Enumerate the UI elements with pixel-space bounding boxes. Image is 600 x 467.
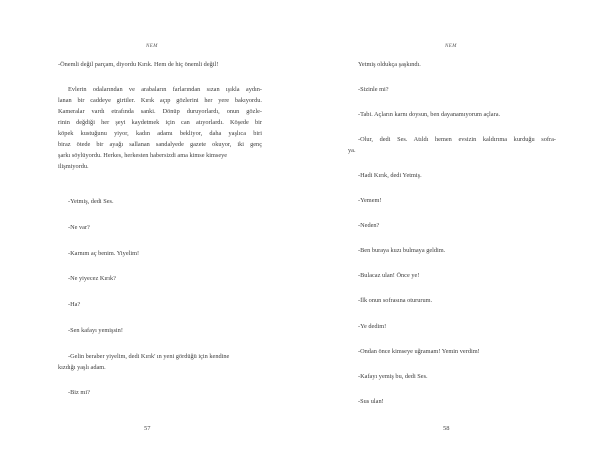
text-line: -Kafayı yemiş bu, dedi Ses. [358, 373, 428, 380]
text-line: Kameralar vardı etrafında sanki. Dönüp duruyorlardı, onun gözle- [58, 108, 262, 115]
text-line: -Bulacaz ulan! Önce ye! [358, 272, 420, 279]
text-line: -Gelin beraber yiyelim, dedi Kırık' ın yeni gördüğü için kendine [68, 353, 230, 360]
text-line: -Sen kafayı yemişsin! [68, 327, 123, 334]
text-line: ya. [348, 147, 356, 154]
text-line: Yetmiş oldukça şaşkındı. [358, 61, 421, 68]
text-line: -İlk onun sofrasına otururum. [358, 297, 433, 304]
right-page [300, 0, 600, 467]
text-line: rinin değdiği her şeyi kaydetmek için can atıyorlardı. Köşede bir [58, 119, 262, 126]
text-line: -Neden? [358, 222, 380, 229]
running-header: NEM [146, 44, 158, 49]
page-number: 58 [443, 425, 450, 432]
text-line: -Ben buraya kuzı bulmaya geldim. [358, 247, 446, 254]
text-line: -Hadi Kırık, dedi Yetmiş. [358, 172, 422, 179]
text-line: ilişmiyordu. [58, 163, 89, 170]
page-number: 57 [144, 425, 151, 432]
text-line: kızdığı yaşlı adam. [58, 364, 106, 371]
text-line: -Önemli değil parçam, diyordu Kırık. Hem de hiç önemli değil! [58, 61, 219, 68]
text-line: -Ye dedim! [358, 323, 387, 330]
text-line: lanan bir caddeye girtiler. Kırık açıp gözlerini her yere bakıyordu. [58, 97, 262, 104]
text-line: -Ne yiyecez Kırık? [68, 275, 116, 282]
text-line: -Sus ulan! [358, 398, 384, 405]
text-line: -Tabi. Açların karnı doysun, ben dayanamıyorum açlara. [358, 111, 501, 118]
text-line: -Karnım aç benim. Yiyelim! [68, 250, 140, 257]
text-line: -Biz mi? [68, 389, 90, 396]
text-line: -Yetmiş, dedi Ses. [68, 198, 114, 205]
text-line: biraz ötede bir ayağı sallanan sandalyede gazete okuyor, iki genç [58, 141, 262, 148]
text-line: -Ondan önce kimseye uğramam! Yemin verdim! [358, 348, 480, 355]
text-line: -Ha? [68, 301, 81, 308]
text-line: -Ne var? [68, 224, 90, 231]
text-line: -Sizinle mi? [358, 86, 389, 93]
text-line: Evlerin odalarından ve arabaların farlarından sızan ışıkla aydın- [68, 86, 262, 93]
text-line: köpek kustuğunu yiyor, kadın adamı bekliyor, daha yaşlıca biri [58, 130, 262, 137]
text-line: -Olur, dedi Ses. Atıldı hemen evsizin kaldırıma kurduğu sofra- [358, 136, 556, 143]
text-line: -Yemem! [358, 197, 382, 204]
running-header: NEM [445, 44, 457, 49]
text-line: şarkı söylüyordu. Herkes, herkesten habersizdi ama kimse kimseye [58, 152, 228, 159]
